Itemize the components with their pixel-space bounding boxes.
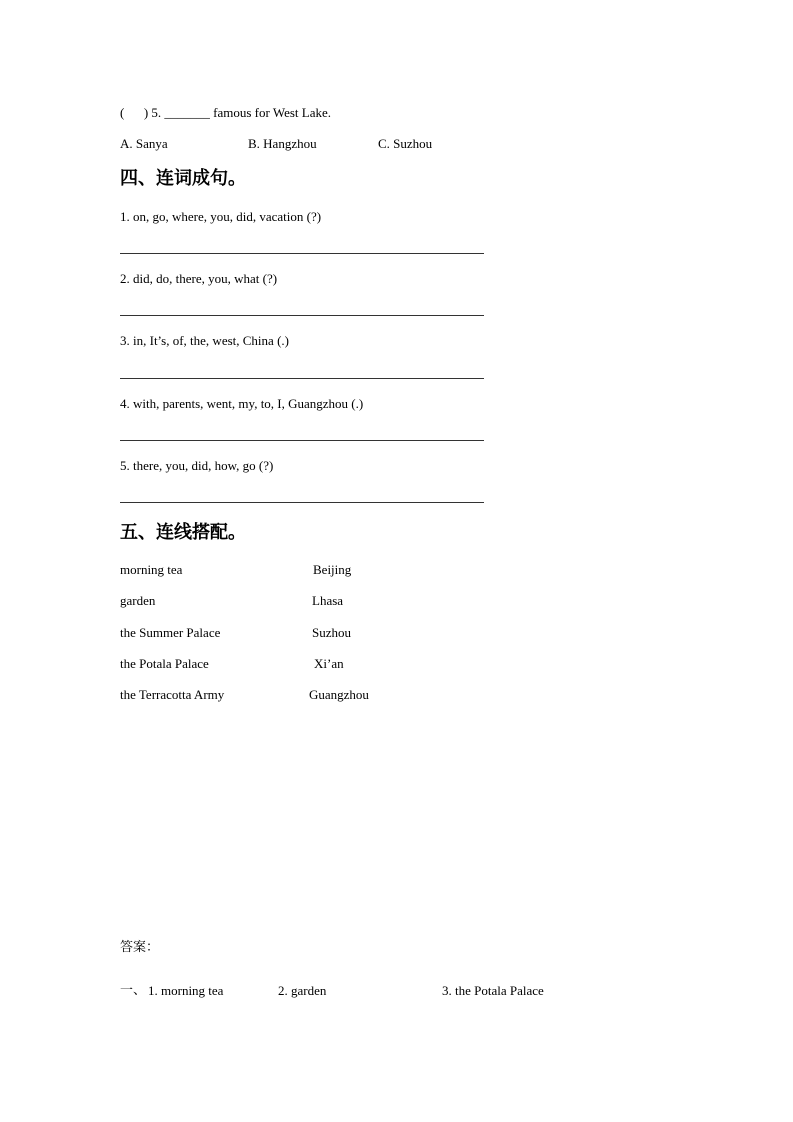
match-left-1[interactable]: morning tea [120,562,183,577]
match-right-3[interactable]: Suzhou [312,625,351,640]
question-5-stem: ( ) 5. _______ famous for West Lake. [120,105,332,120]
answer-1-1: 1. morning tea [148,983,224,998]
question-5-option-c: C. Suzhou [378,136,433,151]
section-4-heading: 四、连词成句。 [120,168,246,189]
answer-1-3: 3. the Potala Palace [442,983,544,998]
match-right-4[interactable]: Xi’an [314,656,344,671]
match-left-4[interactable]: the Potala Palace [120,656,209,671]
answer-line-3[interactable] [120,378,484,379]
question-5-option-b: B. Hangzhou [248,136,317,151]
match-right-2[interactable]: Lhasa [312,593,344,608]
section-4-item-2: 2. did, do, there, you, what (?) [120,271,278,286]
answer-line-1[interactable] [120,253,484,254]
section-4-item-3: 3. in, It’s, of, the, west, China (.) [120,333,289,348]
section-4-item-1: 1. on, go, where, you, did, vacation (?) [120,209,322,224]
question-5-option-a: A. Sanya [120,136,168,151]
section-4-item-4: 4. with, parents, went, my, to, I, Guangzhou (.) [120,396,364,411]
answer-1-2: 2. garden [278,983,327,998]
match-left-3[interactable]: the Summer Palace [120,625,221,640]
answer-line-2[interactable] [120,315,484,316]
match-right-1[interactable]: Beijing [313,562,352,577]
answers-label: 答案： [120,940,160,955]
match-left-5[interactable]: the Terracotta Army [120,687,225,702]
answers-section-1-prefix: 一、 [120,983,147,998]
answer-line-4[interactable] [120,440,484,441]
match-left-2[interactable]: garden [120,593,156,608]
section-4-item-5: 5. there, you, did, how, go (?) [120,458,274,473]
answer-line-5[interactable] [120,502,484,503]
section-5-heading: 五、连线搭配。 [120,522,246,543]
match-right-5[interactable]: Guangzhou [309,687,369,702]
